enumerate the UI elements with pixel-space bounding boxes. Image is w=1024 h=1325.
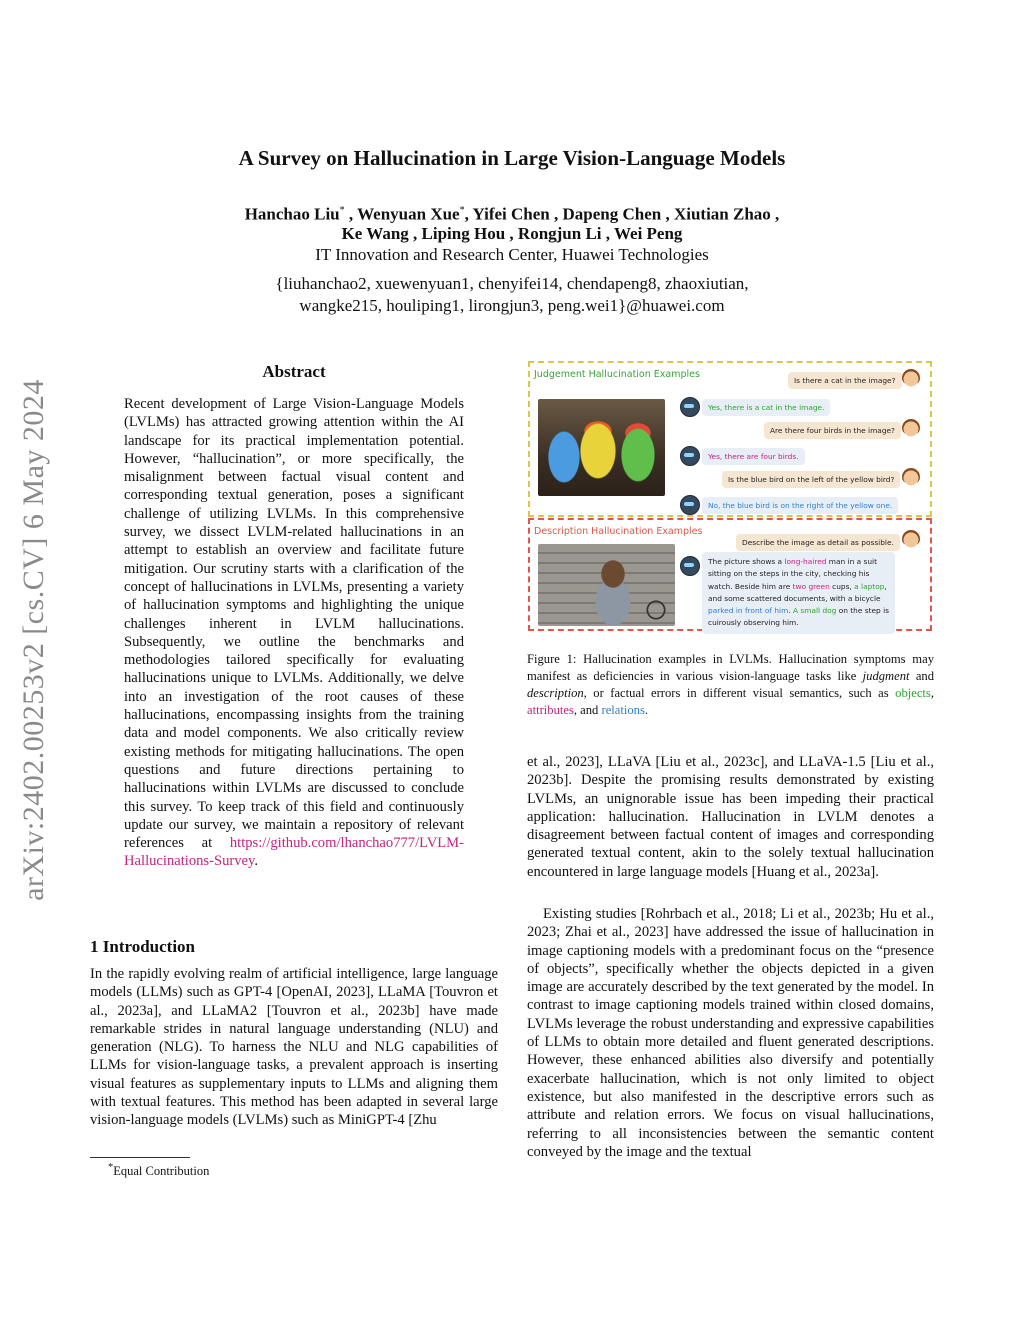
right-column-paragraph-2: Existing studies [Rohrbach et al., 2018; Li et al., 2023b; Hu et al., 2023; Zhai et al., 2023] have addressed the issue of hallucination in image captioning models with a predominant focus on the “presence of objects”, specifically whether the objects depicted in a given image are accurately described by the text generated by the model. In contrast to image captioning models trained within closed domains, LVLMs leverage the robust understanding and expressive capabilities of LLMs to obtain more detailed and fluent generated descriptions. However, these enhanced abilities also diversify and potentially exacerbate hallucination, which is not only limited to object existence, but also manifested in the descriptive errors such as attribute and relation errors. We focus on visual hallucinations, referring to all inconsistencies between the semantic content conveyed by the image and the textual bbox=[527, 906, 934, 1160]
authors-rest-line1: , Yifei Chen , Dapeng Chen , Xiutian Zhao , bbox=[464, 204, 780, 224]
section-heading-introduction: 1 Introduction bbox=[90, 937, 196, 956]
authors-line2: Ke Wang , Liping Hou , Rongjun Li , Wei Peng bbox=[341, 223, 683, 243]
user-avatar-icon bbox=[902, 369, 920, 387]
abstract-heading: Abstract bbox=[262, 362, 326, 381]
answer-2: Yes, there are four birds. bbox=[702, 448, 805, 465]
arxiv-id: arXiv:2402.00253v2 [cs.CV] 6 May 2024 bbox=[17, 379, 50, 901]
paper-title: A Survey on Hallucination in Large Vision-Language Models bbox=[238, 146, 786, 170]
author-list: Hanchao Liu* , Wenyuan Xue*, Yifei Chen , Dapeng Chen , Xiutian Zhao , Ke Wang , Liping Hou , Rongjun Li , Wei Peng bbox=[0, 201, 1024, 243]
question-4: Describe the image as detail as possible. bbox=[736, 534, 900, 551]
parrots-image bbox=[538, 399, 665, 496]
right-column-paragraph-1: et al., 2023], LLaVA [Liu et al., 2023c], and LLaVA-1.5 [Liu et al., 2023b]. Despite the promising results demonstrated by existing LVLMs, an unignorable issue has been impeding their practical application: hallucination. Hallucination in LVLM denotes a disagreement between factual content of images and corresponding generated textual content, akin to the solely textual hallucination encountered in large language models [Huang et al., 2023a]. bbox=[527, 754, 934, 880]
question-2: Are there four birds in the image? bbox=[764, 422, 901, 439]
user-avatar-icon bbox=[902, 468, 920, 486]
question-3: Is the blue bird on the left of the yellow bird? bbox=[722, 471, 900, 488]
question-1: Is there a cat in the image? bbox=[788, 372, 902, 389]
figure-caption: Figure 1: Hallucination examples in LVLMs. Hallucination symptoms may manifest as deficiencies in various vision-language tasks like judgment and description, or factual errors in different visual semantics, such as objects, attributes, and relations. bbox=[527, 652, 934, 717]
figure-description-panel bbox=[528, 518, 932, 631]
email-list: {liuhanchao2, xuewenyuan1, chenyifei14, chendapeng8, zhaoxiutian, wangke215, houliping1, lirongjun3, peng.wei1}@huawei.com bbox=[275, 274, 749, 315]
footnote: *Equal Contribution bbox=[108, 1162, 210, 1179]
user-avatar-icon bbox=[902, 530, 920, 548]
repo-link[interactable]: https://github.com/lhanchao777/LVLM-Hallucinations-Survey bbox=[124, 835, 464, 870]
abstract-body: Recent development of Large Vision-Language Models (LVLMs) has attracted growing attention within the AI landscape for its practical implementation potential. However, “hallucination”, or more specifically, the misalignment between factual visual content and corresponding textual generation, poses a significant challenge of utilizing LVLMs. In this comprehensive survey, we dissect LVLM-related hallucinations in an attempt to establish an overview and facilitate future mitigation. Our scrutiny starts with a clarification of the concept of hallucinations in LVLMs, presenting a variety of hallucination symptoms and highlighting the unique challenges inherent in LVLM hallucinations. Subsequently, we outline the benchmarks and methodologies tailored specifically for evaluating hallucinations unique to LVLMs. Additionally, we delve into an investigation of the root causes of these hallucinations, encompassing insights from the training data and model components. We also critically review existing methods for mitigating hallucinations. The open questions and future directions pertaining to hallucinations within LVLMs are discussed to conclude this survey. To keep track of this field and continuously update our survey, we maintain a repository of relevant references at https://github.com/lhanchao777/LVLM-Hallucinations-Survey. bbox=[124, 396, 464, 870]
description-label: Description Hallucination Examples bbox=[534, 526, 703, 537]
figure-judgement-panel bbox=[528, 361, 932, 517]
footnote-rule bbox=[90, 1157, 190, 1158]
footnote-mark: * bbox=[339, 205, 345, 216]
answer-1: Yes, there is a cat in the image. bbox=[702, 399, 830, 416]
bot-avatar-icon bbox=[680, 397, 700, 417]
answer-3: No, the blue bird is on the right of the yellow one. bbox=[702, 497, 898, 514]
author-2: Wenyuan Xue bbox=[357, 204, 460, 224]
description-answer: The picture shows a long-haired man in a suit sitting on the steps in the city, checking his watch. Beside him are two green cups, a laptop, and some scattered documents, with a bicycle parked in front of him. A small dog on the step is cuirously observing him. bbox=[702, 552, 895, 634]
author-1: Hanchao Liu bbox=[244, 204, 340, 224]
bot-avatar-icon bbox=[680, 446, 700, 466]
affiliation: IT Innovation and Research Center, Huawei Technologies bbox=[315, 245, 709, 264]
judgement-label: Judgement Hallucination Examples bbox=[534, 369, 700, 380]
bot-avatar-icon bbox=[680, 556, 700, 576]
user-avatar-icon bbox=[902, 419, 920, 437]
bot-avatar-icon bbox=[680, 495, 700, 515]
city-steps-image bbox=[538, 544, 675, 626]
arxiv-stamp bbox=[12, 350, 56, 930]
introduction-body: In the rapidly evolving realm of artificial intelligence, large language models (LLMs) such as GPT-4 [OpenAI, 2023], LLaMA [Touvron et al., 2023a], and LLaMA2 [Touvron et al., 2023b] have made remarkable strides in natural language understanding (NLU) and generation (NLG). To harness the NLU and NLG capabilities of LLMs for vision-language tasks, a prevalent approach is inserting visual features as supplementary inputs to LLMs and aligning them with textual features. This method has been adapted in several large vision-language models (LVLMs) such as MiniGPT-4 [Zhu bbox=[90, 966, 498, 1129]
